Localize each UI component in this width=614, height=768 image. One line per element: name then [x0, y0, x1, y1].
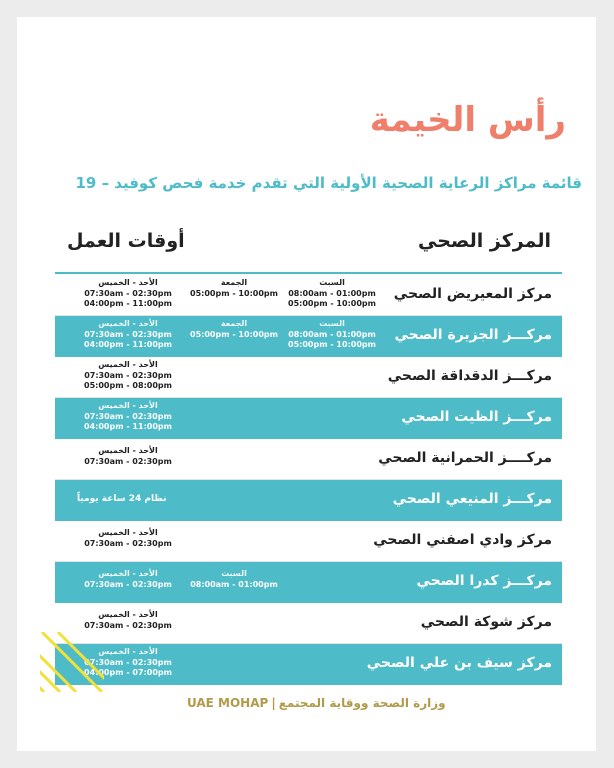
- center-name: مركـــز الظيت الصحي: [401, 409, 552, 425]
- table-row: [55, 521, 562, 562]
- slot-hours: 07:30am - 02:30pm: [84, 330, 172, 339]
- hours-slot: [73, 445, 183, 467]
- center-name: مركـــز الدقداقة الصحي: [387, 368, 552, 384]
- slot-day: الأحد - الخميس: [98, 401, 158, 410]
- slot-hours: 05:00pm - 08:00pm: [84, 381, 172, 390]
- table-row: [55, 357, 562, 398]
- hours-slot: [277, 318, 387, 350]
- slot-day: السبت: [221, 569, 247, 578]
- slot-hours: 04:00pm - 11:00pm: [84, 422, 172, 431]
- slot-hours: 08:00am - 01:00pm: [288, 330, 376, 339]
- slot-hours: 07:30am - 02:30pm: [84, 457, 172, 466]
- slot-hours: 07:30am - 02:30pm: [84, 621, 172, 630]
- footer-brand: UAE MOHAP: [187, 696, 269, 710]
- slot-day: الأحد - الخميس: [98, 446, 158, 455]
- slot-hours: 07:30am - 02:30pm: [84, 658, 172, 667]
- slot-day: الجمعة: [220, 319, 248, 328]
- slot-day: السبت: [319, 278, 345, 287]
- table-row: [55, 603, 562, 644]
- table-row: [55, 398, 562, 439]
- hours-slot: [277, 277, 387, 309]
- hours-slot: [73, 318, 183, 350]
- center-name: مركز سيف بن علي الصحي: [366, 655, 552, 671]
- slot-hours: 07:30am - 02:30pm: [84, 580, 172, 589]
- hours-slot: [73, 527, 183, 549]
- slot-hours: 08:00am - 01:00pm: [190, 580, 278, 589]
- slot-hours: 05:00pm - 10:00pm: [190, 289, 278, 298]
- decorative-stripes: [40, 632, 104, 692]
- hours-slot: [73, 277, 183, 309]
- slot-hours: 05:00pm - 10:00pm: [288, 299, 376, 308]
- slot-hours: 07:30am - 02:30pm: [84, 289, 172, 298]
- slot-day: الأحد - الخميس: [98, 528, 158, 537]
- footer: [187, 696, 446, 710]
- slot-day: الأحد - الخميس: [98, 360, 158, 369]
- hours-slot: [73, 568, 183, 590]
- table-row: [55, 480, 562, 521]
- table-row: [55, 562, 562, 603]
- slot-hours: 05:00pm - 10:00pm: [288, 340, 376, 349]
- center-name: مركز المعيريض الصحي: [393, 286, 552, 302]
- center-name: مركـــز كدرا الصحي: [416, 573, 552, 589]
- header-working-hours: أوقات العمل: [67, 230, 185, 252]
- center-name: مركــــز الحمرانية الصحي: [378, 450, 552, 466]
- centers-table: [55, 275, 562, 685]
- table-row: [55, 316, 562, 357]
- slot-day: الأحد - الخميس: [98, 647, 158, 656]
- table-row: [55, 644, 562, 685]
- page-title: رأس الخيمة: [369, 100, 566, 140]
- footer-ministry: وزارة الصحة ووقاية المجتمع: [278, 696, 446, 710]
- table-row: [55, 439, 562, 480]
- slot-hours: 07:30am - 02:30pm: [84, 412, 172, 421]
- slot-day: الأحد - الخميس: [98, 610, 158, 619]
- slot-day: الأحد - الخميس: [98, 569, 158, 578]
- full-day-note: نظام 24 ساعة يومياً: [77, 494, 167, 504]
- slot-hours: 04:00pm - 11:00pm: [84, 340, 172, 349]
- hours-slot: [179, 277, 289, 299]
- hours-slot: [73, 400, 183, 432]
- slot-day: الأحد - الخميس: [98, 278, 158, 287]
- table-row: [55, 275, 562, 316]
- slot-day: الجمعة: [220, 278, 248, 287]
- slot-hours: 07:30am - 02:30pm: [84, 371, 172, 380]
- slot-day: الأحد - الخميس: [98, 319, 158, 328]
- slot-hours: 05:00pm - 10:00pm: [190, 330, 278, 339]
- center-name: مركز شوكة الصحي: [420, 614, 552, 630]
- page-subtitle: قائمة مراكز الرعاية الصحية الأولية التي تقدم خدمة فحص كوفيد – 19: [75, 174, 582, 192]
- hours-slot: [179, 318, 289, 340]
- hours-slot: [73, 609, 183, 631]
- slot-day: السبت: [319, 319, 345, 328]
- slot-hours: 04:00pm - 07:00pm: [84, 668, 172, 677]
- slot-hours: 07:30am - 02:30pm: [84, 539, 172, 548]
- header-health-center: المركز الصحي: [418, 230, 551, 252]
- footer-separator: |: [271, 696, 276, 710]
- header-divider: [55, 272, 562, 274]
- hours-slot: [179, 568, 289, 590]
- slot-hours: 04:00pm - 11:00pm: [84, 299, 172, 308]
- center-name: مركـــز المنيعي الصحي: [392, 491, 552, 507]
- center-name: مركـــز الجزيرة الصحي: [394, 327, 552, 343]
- hours-slot: [73, 359, 183, 391]
- slot-hours: 08:00am - 01:00pm: [288, 289, 376, 298]
- center-name: مركز وادي اصفني الصحي: [373, 532, 552, 548]
